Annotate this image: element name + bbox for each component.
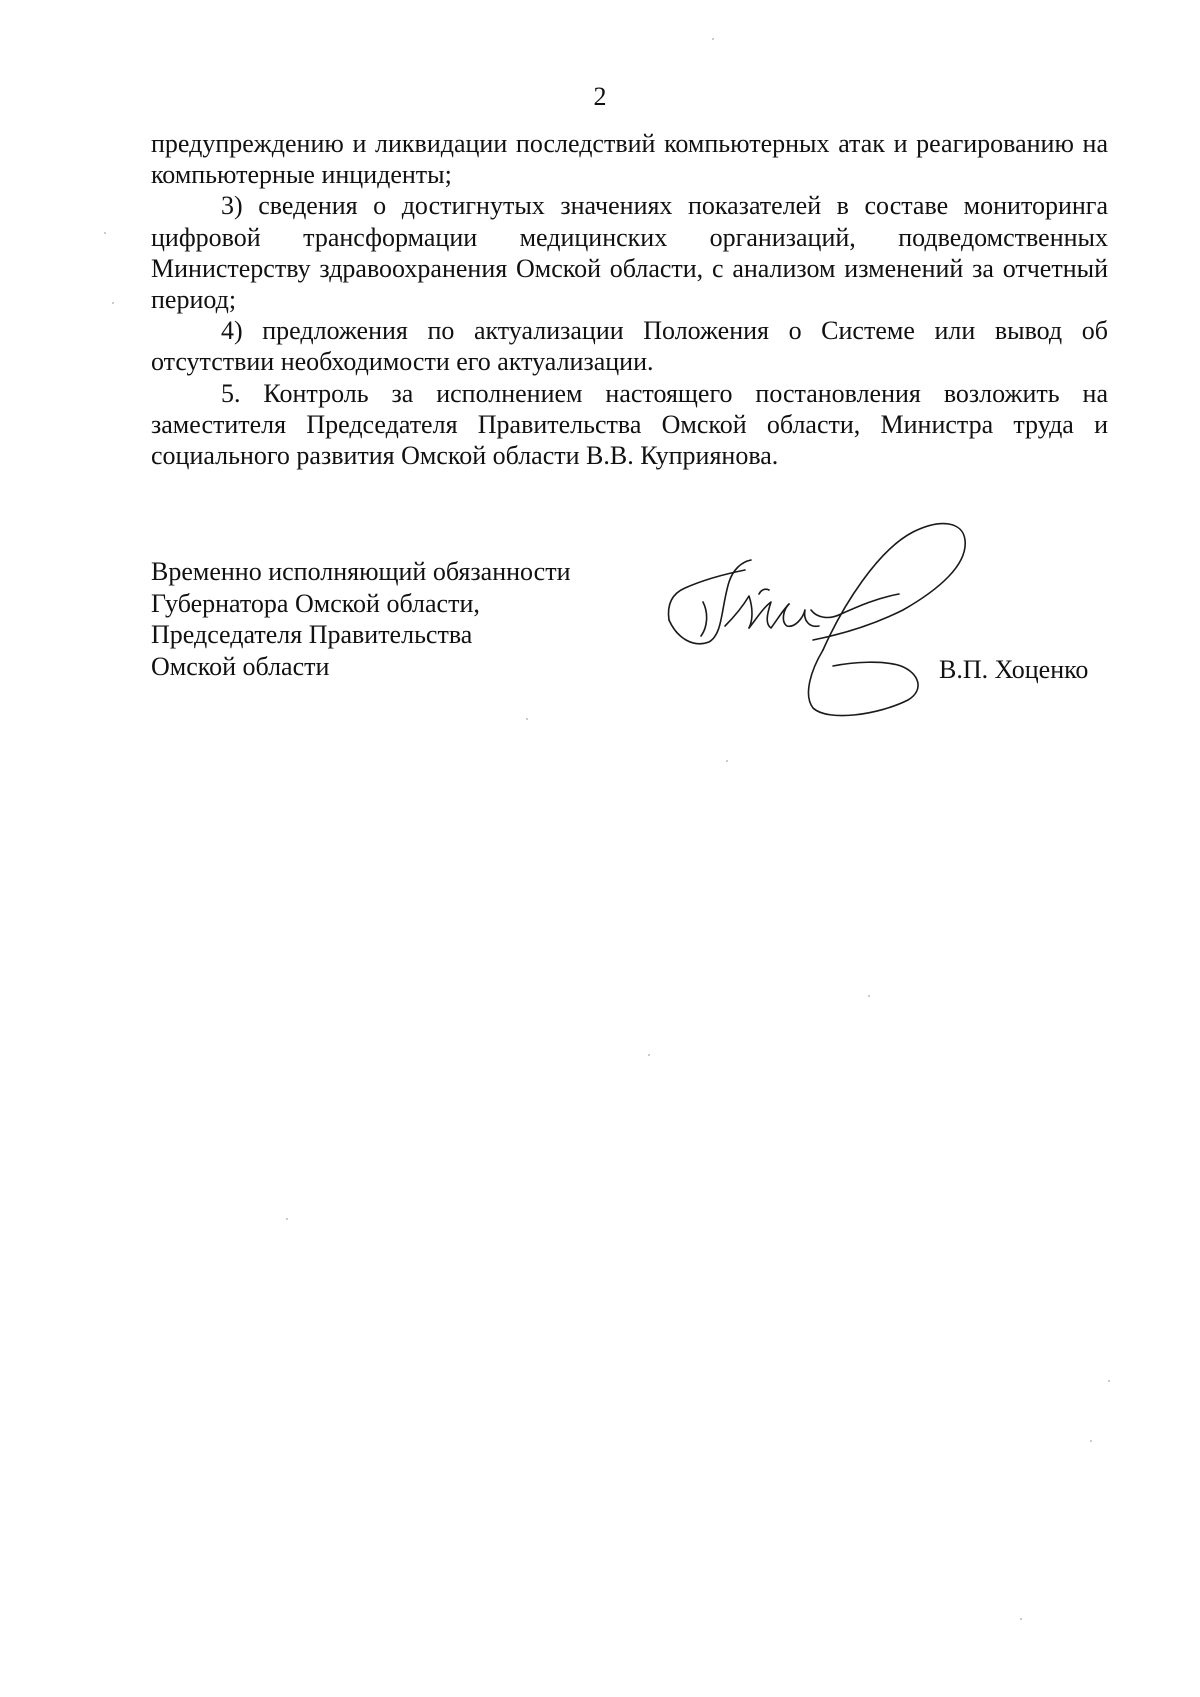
signer-name: В.П. Хоценко	[939, 655, 1089, 684]
paragraph-item-4: 4) предложения по актуализации Положения о Системе или вывод об отсутствии необходимости его актуализации.	[151, 316, 1108, 377]
signatory-title-line: Губернатора Омской области,	[151, 588, 480, 618]
signatory-title	[151, 556, 671, 682]
signatory-title-line: Омской области	[151, 651, 330, 681]
document-body	[151, 128, 1108, 471]
scan-speck	[726, 760, 728, 762]
scan-speck	[286, 1218, 288, 1220]
handwritten-signature	[663, 510, 1023, 720]
paragraph-item-5: 5. Контроль за исполнением настоящего постановления возложить на заместителя Председателя Правительства Омской области, Министра труда и социального развития Омской области В.В. Куприянова.	[151, 378, 1108, 471]
scan-speck	[712, 38, 714, 40]
scan-speck	[526, 718, 528, 720]
signatory-title-line: Председателя Правительства	[151, 620, 473, 650]
scan-speck	[112, 302, 114, 304]
signatory-title-line: Временно исполняющий обязанности	[151, 557, 571, 586]
scan-speck	[1020, 1618, 1022, 1620]
scan-speck	[104, 232, 106, 234]
page-number: 2	[593, 82, 607, 111]
scan-speck	[868, 995, 870, 997]
paragraph-continuation: предупреждению и ликвидации последствий компьютерных атак и реагированию на компьютерные инциденты;	[151, 129, 1108, 190]
scan-speck	[1090, 1440, 1092, 1442]
paragraph-item-3: 3) сведения о достигнутых значениях показателей в составе мониторинга цифровой трансформации медицинских организаций, подведомственных Министерству здравоохранения Омской области, с анализом изменений за отчетный период;	[151, 191, 1108, 315]
scan-speck	[648, 1054, 650, 1056]
scan-speck	[1108, 1380, 1110, 1382]
